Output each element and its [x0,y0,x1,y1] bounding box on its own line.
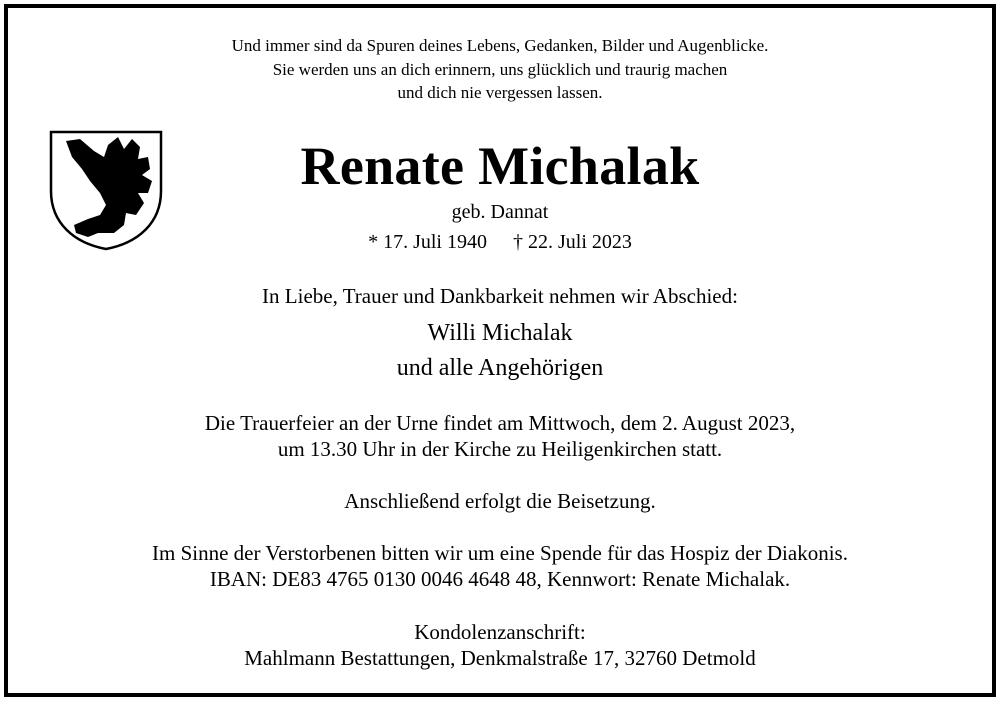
life-dates [0,230,1000,254]
donation-line-2: IBAN: DE83 4765 0130 0046 4648 48, Kennwort: Renate Michalak. [209,567,791,591]
donation-line-1: Im Sinne der Verstorbenen bitten wir um eine Spende für das Hospiz der Diakonis. [152,541,848,565]
birth-date: * 17. Juli 1940 [368,231,487,253]
condolence-label: Kondolenzanschrift: [414,620,586,644]
motto-line-3: und dich nie vergessen lassen. [397,83,603,102]
service-line-2: um 13.30 Uhr in der Kirche zu Heiligenkirchen statt. [277,437,723,461]
burial-text: Anschließend erfolgt die Beisetzung. [344,489,656,513]
condolence-address: Mahlmann Bestattungen, Denkmalstraße 17, 32760 Detmold [244,646,756,670]
birth-name: geb. Dannat [451,201,549,223]
mourner-name: Willi Michalak [427,320,573,346]
obituary-border [4,4,996,697]
deceased-name: Renate Michalak [300,136,700,196]
motto-line-2: Sie werden uns an dich erinnern, uns glücklich und traurig machen [272,60,728,79]
service-line-1: Die Trauerfeier an der Urne findet am Mittwoch, dem 2. August 2023, [204,411,796,435]
motto-line-1: Und immer sind da Spuren deines Lebens, Gedanken, Bilder und Augenblicke. [231,36,769,55]
death-date: † 22. Juli 2023 [513,231,632,253]
mourner-family: und alle Angehörigen [396,355,604,381]
farewell-text: In Liebe, Trauer und Dankbarkeit nehmen wir Abschied: [262,284,738,308]
